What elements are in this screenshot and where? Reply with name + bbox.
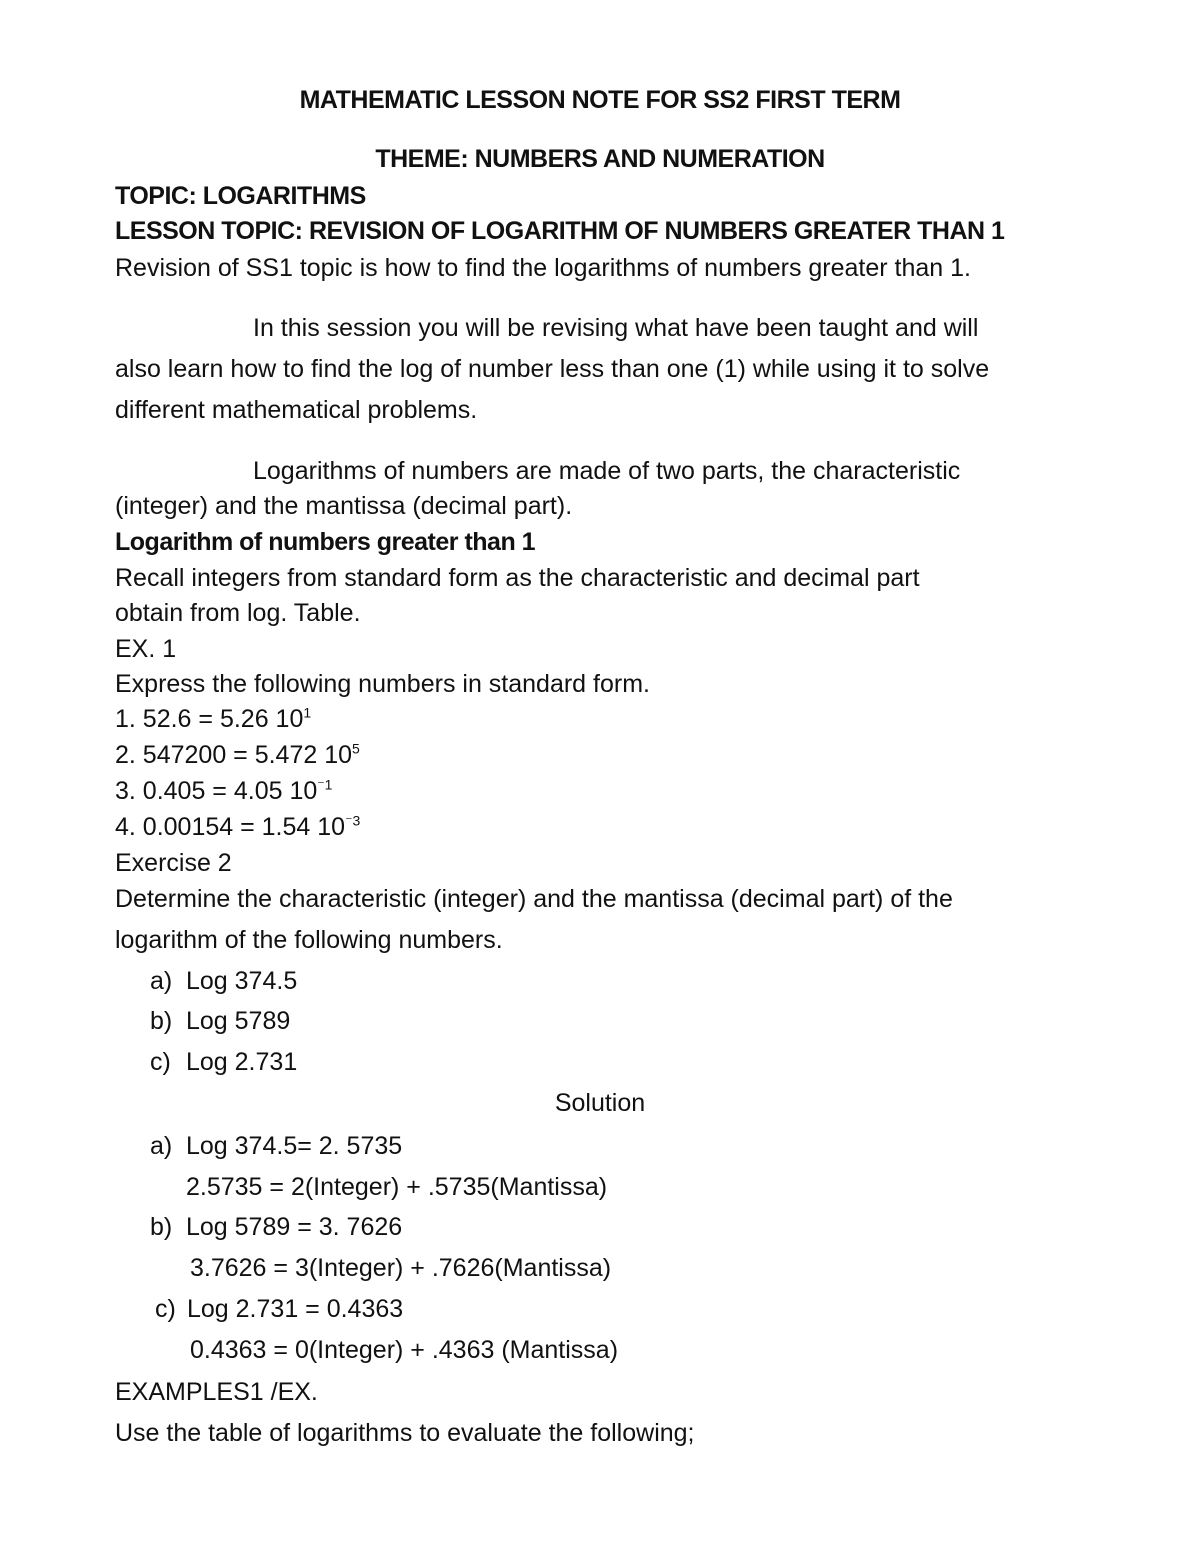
exercise-instruction: Determine the characteristic (integer) and the mantissa (decimal part) of the — [115, 885, 953, 913]
solution-detail: 3.7626 = 3(Integer) + .7626(Mantissa) — [190, 1254, 612, 1282]
solution-detail: 0.4363 = 0(Integer) + .4363 (Mantissa) — [190, 1336, 619, 1364]
exercise-item: b) Log 5789 — [150, 1007, 291, 1035]
standard-form-item: 2. 547200 = 5.472 $10^5$ — [115, 740, 360, 769]
paragraph-line: also learn how to find the log of number less than one (1) while using it to solve — [115, 355, 990, 383]
standard-form-item: 4. 0.00154 = 1.54 $10^{^-3}$ — [115, 812, 361, 841]
solution-detail: 2.5735 = 2(Integer) + .5735(Mantissa) — [186, 1173, 608, 1201]
exercise-item: a) Log 374.5 — [150, 967, 298, 995]
paragraph-line: Logarithms of numbers are made of two parts, the characteristic — [253, 457, 961, 485]
examples-instruction: Use the table of logarithms to evaluate the following; — [115, 1419, 695, 1447]
standard-form-item: 3. 0.405 = 4.05 $10^{^-1}$ — [115, 776, 333, 805]
subheading: Logarithm of numbers greater than 1 — [115, 528, 536, 556]
revision-line: Revision of SS1 topic is how to find the logarithms of numbers greater than 1. — [115, 254, 972, 282]
exercise-label: Exercise 2 — [115, 849, 232, 877]
recall-line: obtain from log. Table. — [115, 599, 361, 627]
solution-item: a) Log 374.5= 2. 5735 — [150, 1132, 403, 1160]
lesson-topic-heading: LESSON TOPIC: REVISION OF LOGARITHM OF NUMBERS GREATER THAN 1 — [115, 217, 1005, 245]
paragraph-line: different mathematical problems. — [115, 396, 478, 424]
examples-label: EXAMPLES1 /EX. — [115, 1378, 318, 1406]
example-instruction: Express the following numbers in standard form. — [115, 670, 650, 698]
solution-item: b) Log 5789 = 3. 7626 — [150, 1213, 403, 1241]
exponent: ⁻3 — [345, 812, 361, 829]
exercise-instruction: logarithm of the following numbers. — [115, 926, 503, 954]
paragraph-line: In this session you will be revising what have been taught and will — [253, 314, 979, 342]
theme-heading: THEME: NUMBERS AND NUMERATION — [375, 145, 825, 173]
document-title: MATHEMATIC LESSON NOTE FOR SS2 FIRST TERM — [299, 86, 901, 114]
example-label: EX. 1 — [115, 635, 177, 663]
solution-item: c) Log 2.731 = 0.4363 — [155, 1295, 404, 1323]
exponent: ⁻1 — [317, 776, 333, 793]
paragraph-line: (integer) and the mantissa (decimal part). — [115, 492, 573, 520]
standard-form-item: 1. 52.6 = 5.26 $10^1$ — [115, 704, 312, 733]
exercise-item: c) Log 2.731 — [150, 1048, 298, 1076]
recall-line: Recall integers from standard form as the characteristic and decimal part — [115, 564, 920, 592]
exponent: 5 — [352, 740, 360, 757]
topic-heading: TOPIC: LOGARITHMS — [115, 182, 366, 210]
solution-heading: Solution — [554, 1089, 646, 1117]
exponent: 1 — [303, 704, 312, 721]
